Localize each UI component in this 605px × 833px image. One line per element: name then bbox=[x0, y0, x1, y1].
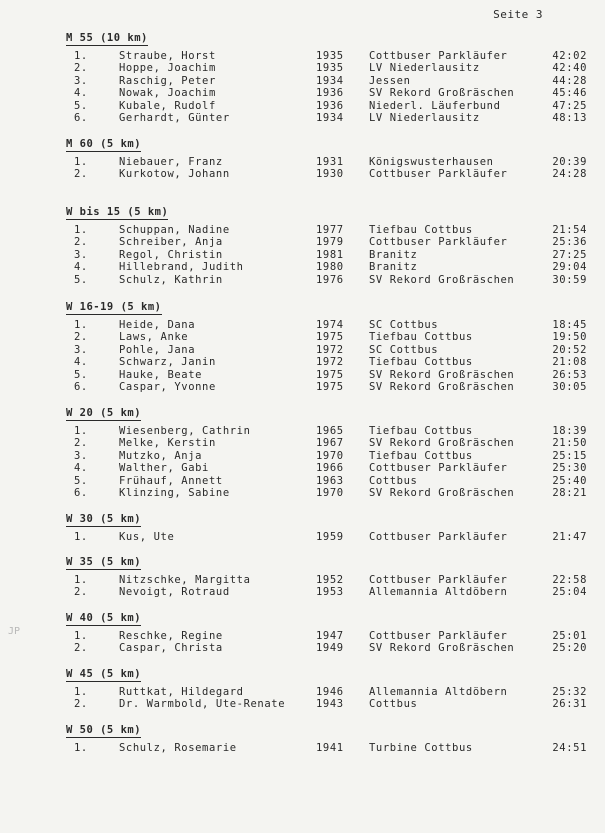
club-cell: SV Rekord Großräschen bbox=[369, 273, 515, 286]
rank-cell: 5. bbox=[74, 273, 88, 286]
result-row bbox=[0, 168, 605, 180]
rank-cell: 1. bbox=[74, 224, 88, 236]
year-cell: 1977 bbox=[316, 224, 344, 236]
name-cell: Nowak, Joachim bbox=[119, 87, 216, 100]
year-cell: 1972 bbox=[316, 356, 344, 369]
year-cell: 1970 bbox=[316, 487, 344, 499]
age-group-title: W 35 (5 km) bbox=[66, 556, 142, 568]
result-row bbox=[0, 531, 605, 543]
rank-cell: 6. bbox=[74, 487, 88, 499]
result-row bbox=[0, 100, 605, 112]
time-cell: 26:53 bbox=[552, 368, 587, 381]
result-row bbox=[0, 156, 605, 168]
result-row bbox=[0, 331, 605, 343]
rank-cell: 2. bbox=[74, 642, 88, 655]
name-cell: Kus, Ute bbox=[119, 531, 175, 543]
rank-cell: 1. bbox=[74, 425, 88, 437]
time-cell: 47:25 bbox=[552, 99, 587, 112]
club-cell: SC Cottbus bbox=[369, 319, 439, 331]
year-cell: 1941 bbox=[316, 742, 344, 754]
name-cell: Nitzschke, Margitta bbox=[119, 574, 251, 586]
time-cell: 30:59 bbox=[552, 273, 587, 286]
club-cell: SV Rekord Großräschen bbox=[369, 87, 515, 100]
result-row bbox=[0, 381, 605, 393]
time-cell: 25:15 bbox=[552, 449, 587, 462]
time-cell: 25:32 bbox=[552, 686, 587, 698]
name-cell: Schuppan, Nadine bbox=[119, 224, 230, 236]
result-row bbox=[0, 249, 605, 261]
club-cell: SV Rekord Großräschen bbox=[369, 487, 515, 499]
club-cell: Turbine Cottbus bbox=[369, 742, 473, 754]
result-row bbox=[0, 475, 605, 487]
year-cell: 1967 bbox=[316, 437, 344, 450]
club-cell: Tiefbau Cottbus bbox=[369, 331, 473, 344]
year-cell: 1947 bbox=[316, 630, 344, 642]
rank-cell: 2. bbox=[74, 331, 88, 344]
club-cell: Cottbus bbox=[369, 698, 418, 711]
club-cell: LV Niederlausitz bbox=[369, 112, 480, 124]
result-row bbox=[0, 698, 605, 710]
rank-cell: 2. bbox=[74, 236, 88, 249]
name-cell: Wiesenberg, Cathrin bbox=[119, 425, 251, 437]
time-cell: 25:40 bbox=[552, 474, 587, 487]
club-cell: Allemannia Altdöbern bbox=[369, 586, 508, 599]
name-cell: Heide, Dana bbox=[119, 319, 196, 331]
result-row bbox=[0, 344, 605, 356]
year-cell: 1930 bbox=[316, 168, 344, 181]
time-cell: 18:39 bbox=[552, 425, 587, 437]
age-group-title: M 55 (10 km) bbox=[66, 32, 148, 44]
name-cell: Ruttkat, Hildegard bbox=[119, 686, 244, 698]
time-cell: 26:31 bbox=[552, 698, 587, 711]
result-row bbox=[0, 87, 605, 99]
rank-cell: 2. bbox=[74, 437, 88, 450]
year-cell: 1975 bbox=[316, 368, 344, 381]
year-cell: 1931 bbox=[316, 156, 344, 168]
name-cell: Nevoigt, Rotraud bbox=[119, 586, 230, 599]
result-row bbox=[0, 574, 605, 586]
rank-cell: 4. bbox=[74, 462, 88, 475]
club-cell: Cottbuser Parkläufer bbox=[369, 630, 508, 642]
time-cell: 27:25 bbox=[552, 248, 587, 261]
year-cell: 1949 bbox=[316, 642, 344, 655]
time-cell: 20:52 bbox=[552, 343, 587, 356]
time-cell: 25:20 bbox=[552, 642, 587, 655]
time-cell: 48:13 bbox=[552, 112, 587, 124]
result-row bbox=[0, 437, 605, 449]
year-cell: 1936 bbox=[316, 99, 344, 112]
name-cell: Walther, Gabi bbox=[119, 462, 209, 475]
club-cell: Cottbuser Parkläufer bbox=[369, 574, 508, 586]
club-cell: Branitz bbox=[369, 261, 418, 274]
rank-cell: 3. bbox=[74, 449, 88, 462]
club-cell: Niederl. Läuferbund bbox=[369, 99, 501, 112]
year-cell: 1974 bbox=[316, 319, 344, 331]
rank-cell: 1. bbox=[74, 742, 88, 754]
club-cell: Tiefbau Cottbus bbox=[369, 449, 473, 462]
result-row bbox=[0, 487, 605, 499]
time-cell: 25:04 bbox=[552, 586, 587, 599]
time-cell: 28:21 bbox=[552, 487, 587, 499]
rank-cell: 3. bbox=[74, 343, 88, 356]
name-cell: Mutzko, Anja bbox=[119, 449, 203, 462]
rank-cell: 4. bbox=[74, 356, 88, 369]
year-cell: 1972 bbox=[316, 343, 344, 356]
time-cell: 21:08 bbox=[552, 356, 587, 369]
rank-cell: 4. bbox=[74, 261, 88, 274]
time-cell: 25:01 bbox=[552, 630, 587, 642]
result-row bbox=[0, 630, 605, 642]
club-cell: Cottbuser Parkläufer bbox=[369, 236, 508, 249]
result-row bbox=[0, 224, 605, 236]
club-cell: LV Niederlausitz bbox=[369, 62, 480, 75]
result-row bbox=[0, 462, 605, 474]
age-group-title: M 60 (5 km) bbox=[66, 138, 142, 150]
result-row bbox=[0, 356, 605, 368]
year-cell: 1935 bbox=[316, 62, 344, 75]
result-row bbox=[0, 369, 605, 381]
name-cell: Schreiber, Anja bbox=[119, 236, 223, 249]
name-cell: Kurkotow, Johann bbox=[119, 168, 230, 181]
rank-cell: 1. bbox=[74, 574, 88, 586]
year-cell: 1976 bbox=[316, 273, 344, 286]
time-cell: 18:45 bbox=[552, 319, 587, 331]
margin-note: JP bbox=[8, 626, 21, 637]
name-cell: Hillebrand, Judith bbox=[119, 261, 244, 274]
name-cell: Schwarz, Janin bbox=[119, 356, 216, 369]
rank-cell: 1. bbox=[74, 531, 88, 543]
year-cell: 1936 bbox=[316, 87, 344, 100]
time-cell: 45:46 bbox=[552, 87, 587, 100]
time-cell: 25:36 bbox=[552, 236, 587, 249]
year-cell: 1946 bbox=[316, 686, 344, 698]
year-cell: 1970 bbox=[316, 449, 344, 462]
name-cell: Schulz, Kathrin bbox=[119, 273, 223, 286]
name-cell: Straube, Horst bbox=[119, 50, 216, 62]
year-cell: 1934 bbox=[316, 74, 344, 87]
name-cell: Dr. Warmbold, Ute-Renate bbox=[119, 698, 286, 711]
name-cell: Hoppe, Joachim bbox=[119, 62, 216, 75]
year-cell: 1965 bbox=[316, 425, 344, 437]
club-cell: SC Cottbus bbox=[369, 343, 439, 356]
result-row bbox=[0, 112, 605, 124]
club-cell: Jessen bbox=[369, 74, 411, 87]
rank-cell: 1. bbox=[74, 156, 88, 168]
result-row bbox=[0, 236, 605, 248]
time-cell: 24:28 bbox=[552, 168, 587, 181]
rank-cell: 1. bbox=[74, 50, 88, 62]
result-row bbox=[0, 586, 605, 598]
name-cell: Hauke, Beate bbox=[119, 368, 203, 381]
club-cell: Cottbuser Parkläufer bbox=[369, 168, 508, 181]
result-row bbox=[0, 50, 605, 62]
club-cell: Cottbuser Parkläufer bbox=[369, 462, 508, 475]
rank-cell: 5. bbox=[74, 474, 88, 487]
club-cell: SV Rekord Großräschen bbox=[369, 642, 515, 655]
club-cell: Cottbus bbox=[369, 474, 418, 487]
club-cell: Cottbuser Parkläufer bbox=[369, 531, 508, 543]
rank-cell: 3. bbox=[74, 248, 88, 261]
club-cell: SV Rekord Großräschen bbox=[369, 368, 515, 381]
name-cell: Frühauf, Annett bbox=[119, 474, 223, 487]
age-group-title: W 40 (5 km) bbox=[66, 612, 142, 624]
time-cell: 42:02 bbox=[552, 50, 587, 62]
club-cell: Cottbuser Parkläufer bbox=[369, 50, 508, 62]
year-cell: 1980 bbox=[316, 261, 344, 274]
club-cell: SV Rekord Großräschen bbox=[369, 381, 515, 393]
name-cell: Laws, Anke bbox=[119, 331, 189, 344]
rank-cell: 3. bbox=[74, 74, 88, 87]
name-cell: Caspar, Christa bbox=[119, 642, 223, 655]
time-cell: 25:30 bbox=[552, 462, 587, 475]
year-cell: 1935 bbox=[316, 50, 344, 62]
time-cell: 44:28 bbox=[552, 74, 587, 87]
age-group-title: W 50 (5 km) bbox=[66, 724, 142, 736]
result-row bbox=[0, 450, 605, 462]
age-group-title: W bis 15 (5 km) bbox=[66, 206, 169, 218]
rank-cell: 2. bbox=[74, 62, 88, 75]
result-row bbox=[0, 75, 605, 87]
time-cell: 21:50 bbox=[552, 437, 587, 450]
club-cell: Branitz bbox=[369, 248, 418, 261]
club-cell: SV Rekord Großräschen bbox=[369, 437, 515, 450]
age-group-title: W 16-19 (5 km) bbox=[66, 301, 162, 313]
name-cell: Caspar, Yvonne bbox=[119, 381, 216, 393]
rank-cell: 5. bbox=[74, 368, 88, 381]
time-cell: 19:50 bbox=[552, 331, 587, 344]
rank-cell: 6. bbox=[74, 112, 88, 124]
year-cell: 1959 bbox=[316, 531, 344, 543]
rank-cell: 1. bbox=[74, 630, 88, 642]
year-cell: 1975 bbox=[316, 331, 344, 344]
club-cell: Allemannia Altdöbern bbox=[369, 686, 508, 698]
club-cell: Tiefbau Cottbus bbox=[369, 356, 473, 369]
rank-cell: 2. bbox=[74, 586, 88, 599]
time-cell: 22:58 bbox=[552, 574, 587, 586]
age-group-title: W 45 (5 km) bbox=[66, 668, 142, 680]
rank-cell: 2. bbox=[74, 168, 88, 181]
result-row bbox=[0, 319, 605, 331]
year-cell: 1966 bbox=[316, 462, 344, 475]
year-cell: 1934 bbox=[316, 112, 344, 124]
name-cell: Melke, Kerstin bbox=[119, 437, 216, 450]
name-cell: Regol, Christin bbox=[119, 248, 223, 261]
name-cell: Raschig, Peter bbox=[119, 74, 216, 87]
rank-cell: 5. bbox=[74, 99, 88, 112]
name-cell: Gerhardt, Günter bbox=[119, 112, 230, 124]
name-cell: Reschke, Regine bbox=[119, 630, 223, 642]
time-cell: 21:47 bbox=[552, 531, 587, 543]
year-cell: 1979 bbox=[316, 236, 344, 249]
rank-cell: 2. bbox=[74, 698, 88, 711]
club-cell: Tiefbau Cottbus bbox=[369, 224, 473, 236]
name-cell: Klinzing, Sabine bbox=[119, 487, 230, 499]
name-cell: Pohle, Jana bbox=[119, 343, 196, 356]
time-cell: 21:54 bbox=[552, 224, 587, 236]
time-cell: 20:39 bbox=[552, 156, 587, 168]
club-cell: Tiefbau Cottbus bbox=[369, 425, 473, 437]
name-cell: Niebauer, Franz bbox=[119, 156, 223, 168]
result-row bbox=[0, 686, 605, 698]
year-cell: 1953 bbox=[316, 586, 344, 599]
time-cell: 29:04 bbox=[552, 261, 587, 274]
club-cell: Königswusterhausen bbox=[369, 156, 494, 168]
year-cell: 1943 bbox=[316, 698, 344, 711]
result-row bbox=[0, 425, 605, 437]
page-number: Seite 3 bbox=[493, 8, 543, 21]
age-group-title: W 30 (5 km) bbox=[66, 513, 142, 525]
year-cell: 1975 bbox=[316, 381, 344, 393]
result-row bbox=[0, 261, 605, 273]
rank-cell: 6. bbox=[74, 381, 88, 393]
rank-cell: 4. bbox=[74, 87, 88, 100]
rank-cell: 1. bbox=[74, 686, 88, 698]
time-cell: 24:51 bbox=[552, 742, 587, 754]
result-row bbox=[0, 274, 605, 286]
time-cell: 30:05 bbox=[552, 381, 587, 393]
year-cell: 1981 bbox=[316, 248, 344, 261]
result-row bbox=[0, 642, 605, 654]
year-cell: 1963 bbox=[316, 474, 344, 487]
year-cell: 1952 bbox=[316, 574, 344, 586]
result-row bbox=[0, 742, 605, 754]
result-row bbox=[0, 62, 605, 74]
time-cell: 42:40 bbox=[552, 62, 587, 75]
rank-cell: 1. bbox=[74, 319, 88, 331]
name-cell: Schulz, Rosemarie bbox=[119, 742, 237, 754]
age-group-title: W 20 (5 km) bbox=[66, 407, 142, 419]
name-cell: Kubale, Rudolf bbox=[119, 99, 216, 112]
